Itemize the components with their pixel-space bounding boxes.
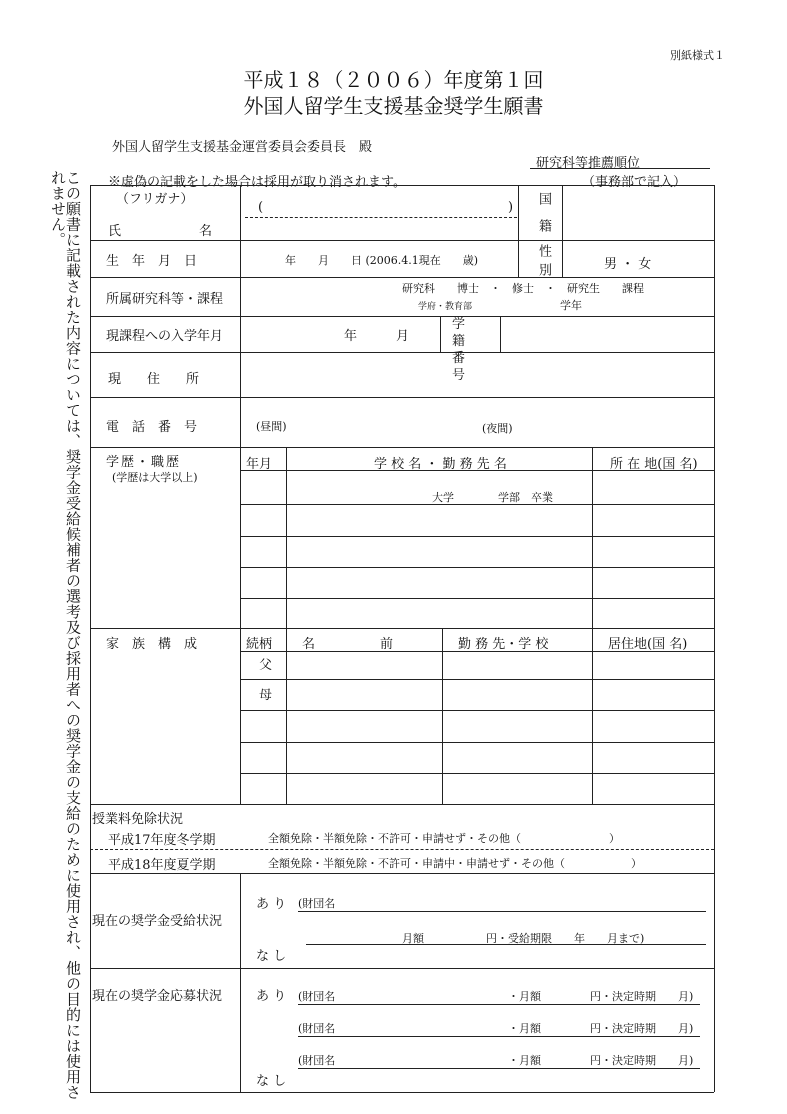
student-number-label: 学籍番号	[452, 317, 476, 383]
student-no-divider-left	[440, 316, 441, 352]
addressee: 外国人留学生支援基金運営委員会委員長 殿	[112, 140, 373, 155]
row-divider	[90, 628, 714, 629]
history-col-school: 学 校 名 ・ 勤 務 先 名	[374, 457, 507, 472]
form-title-line1: 平成１８（２００６）年度第１回	[243, 68, 544, 92]
nationality-field[interactable]	[564, 188, 710, 238]
enrollment-date[interactable]: 年 月	[344, 329, 410, 344]
applied-decision-1: 円・決定時期 月)	[590, 990, 694, 1003]
row-divider	[90, 352, 714, 353]
row-divider	[90, 804, 714, 805]
applied-scholarship-no[interactable]: な し	[256, 1074, 287, 1089]
side-note: この願書に記載された内容については、奨学金受給候補者の選考及び採用者への奨学金の支給のために使用され、他の目的には使用されません。	[49, 170, 82, 1100]
recommendation-rank-label: 研究科等推薦順位	[536, 156, 641, 171]
tuition-options-2[interactable]: 全額免除・半額免除・不許可・申請中・申請せず・その他（ ）	[268, 857, 642, 870]
office-note: （事務部で記入）	[582, 175, 687, 190]
history-row-divider	[240, 567, 714, 568]
family-col-name: 名 前	[302, 637, 394, 652]
current-scholarship-monthly: 月額	[402, 932, 424, 945]
applied-scholarship-yes[interactable]: あ り	[256, 989, 287, 1004]
family-header-divider	[240, 651, 714, 652]
row-divider	[90, 968, 714, 969]
current-scholarship-yes[interactable]: あ り	[256, 897, 287, 912]
affiliation-label: 所属研究科等・課程	[106, 292, 224, 307]
applied-org-1: (財団名	[298, 990, 336, 1003]
sex-label: 性別	[536, 244, 551, 282]
current-scholarship-label: 現在の奨学金受給状況	[92, 914, 223, 929]
applied-monthly-3: ・月額	[508, 1054, 541, 1067]
applied-org-3: (財団名	[298, 1054, 336, 1067]
table-border-right	[714, 185, 715, 1092]
family-col-relation: 続柄	[246, 637, 273, 652]
row-divider	[90, 240, 518, 241]
tuition-term-2: 平成18年度夏学期	[108, 858, 216, 873]
current-scholarship-period: 円・受給期限 年 月まで)	[486, 932, 645, 945]
family-label: 家 族 構 成	[106, 637, 198, 652]
history-header-divider	[240, 470, 714, 471]
family-row-divider	[240, 773, 714, 774]
affiliation-subtext-school: 学府・教育部	[418, 302, 473, 312]
furigana-label: （フリガナ）	[116, 192, 194, 207]
history-label: 学歴・職歴	[106, 455, 182, 470]
applied-monthly-1: ・月額	[508, 990, 541, 1003]
sex-options[interactable]: 男 ・ 女	[604, 257, 652, 272]
family-row-divider	[240, 710, 714, 711]
affiliation-subtext-year: 学年	[560, 299, 582, 312]
address-label: 現 住 所	[108, 372, 200, 387]
history-row-divider	[240, 598, 714, 599]
table-border-top	[90, 185, 714, 186]
family-row-divider	[240, 742, 714, 743]
tuition-options-1[interactable]: 全額免除・半額免除・不許可・申請せず・その他（ ）	[268, 832, 620, 845]
nationality-divider-left	[518, 185, 519, 277]
history-note: (学歴は大学以上)	[112, 471, 198, 484]
phone-label: 電 話 番 号	[106, 420, 198, 435]
family-row-divider	[240, 679, 714, 680]
phone-night-label: (夜間)	[482, 422, 513, 435]
phone-day-label: (昼間)	[256, 420, 287, 433]
history-col-location: 所 在 地(国 名)	[610, 457, 698, 472]
history-col-year: 年月	[246, 457, 273, 472]
current-scholarship-amount-line	[306, 944, 706, 945]
furigana-paren-close: )	[508, 200, 514, 215]
phone-day-field[interactable]	[290, 412, 470, 434]
student-no-divider-right	[500, 316, 501, 352]
applied-decision-2: 円・決定時期 月)	[590, 1022, 694, 1035]
birth-date-value[interactable]: 年 月 日 (2006.4.1現在 歳)	[285, 254, 479, 267]
form-code: 別紙様式１	[670, 49, 725, 62]
applied-decision-3: 円・決定時期 月)	[590, 1054, 694, 1067]
current-scholarship-org-line	[298, 911, 706, 912]
tuition-divider	[90, 849, 714, 850]
history-row1-text[interactable]: 大学 学部 卒業	[432, 491, 553, 504]
current-scholarship-no[interactable]: な し	[256, 949, 287, 964]
form-title-line2: 外国人留学生支援基金奨学生願書	[243, 94, 544, 118]
name-label: 氏 名	[108, 224, 213, 239]
label-divider-lower	[240, 873, 241, 1092]
birth-date-label: 生 年 月 日	[106, 254, 198, 269]
family-col-divider	[286, 628, 287, 804]
nationality-divider-right	[562, 185, 563, 277]
applied-line-3	[298, 1068, 700, 1069]
family-col-divider	[442, 628, 443, 804]
phone-night-field[interactable]	[516, 412, 706, 434]
family-father-label: 父	[259, 658, 273, 673]
history-col-divider	[286, 447, 287, 628]
table-border-bottom	[90, 1092, 714, 1093]
family-col-residence: 居住地(国 名)	[608, 637, 688, 652]
recommendation-rank-line	[530, 168, 710, 169]
false-statement-warning: ※虚偽の記載をした場合は採用が取り消されます。	[108, 175, 406, 190]
history-col-divider	[592, 447, 593, 628]
enrollment-label: 現課程への入学年月	[106, 329, 224, 344]
history-row-divider	[240, 504, 714, 505]
applied-scholarship-label: 現在の奨学金応募状況	[92, 989, 223, 1004]
student-number-field[interactable]	[502, 318, 710, 350]
family-mother-label: 母	[259, 688, 273, 703]
applied-line-1	[298, 1004, 700, 1005]
family-col-work: 勤 務 先・学 校	[458, 637, 549, 652]
row-divider	[90, 873, 714, 874]
tuition-term-1: 平成17年度冬学期	[108, 833, 216, 848]
applied-line-2	[298, 1036, 700, 1037]
furigana-field[interactable]	[264, 192, 504, 214]
applied-org-2: (財団名	[298, 1022, 336, 1035]
row-divider	[518, 240, 714, 241]
current-scholarship-org: (財団名	[298, 897, 336, 910]
name-field[interactable]	[246, 220, 514, 238]
tuition-label: 授業料免除状況	[92, 812, 184, 827]
applied-monthly-2: ・月額	[508, 1022, 541, 1035]
address-field[interactable]	[244, 356, 710, 394]
row-divider	[90, 316, 714, 317]
furigana-divider	[245, 217, 517, 218]
row-divider	[90, 447, 714, 448]
row-divider	[90, 277, 714, 278]
row-divider	[90, 397, 714, 398]
furigana-paren-open: (	[258, 200, 264, 215]
table-border-left	[90, 185, 91, 1092]
family-col-divider	[592, 628, 593, 804]
nationality-label: 国籍	[536, 192, 551, 246]
history-row-divider	[240, 536, 714, 537]
affiliation-options[interactable]: 研究科 博士 ・ 修士 ・ 研究生 課程	[402, 282, 644, 295]
